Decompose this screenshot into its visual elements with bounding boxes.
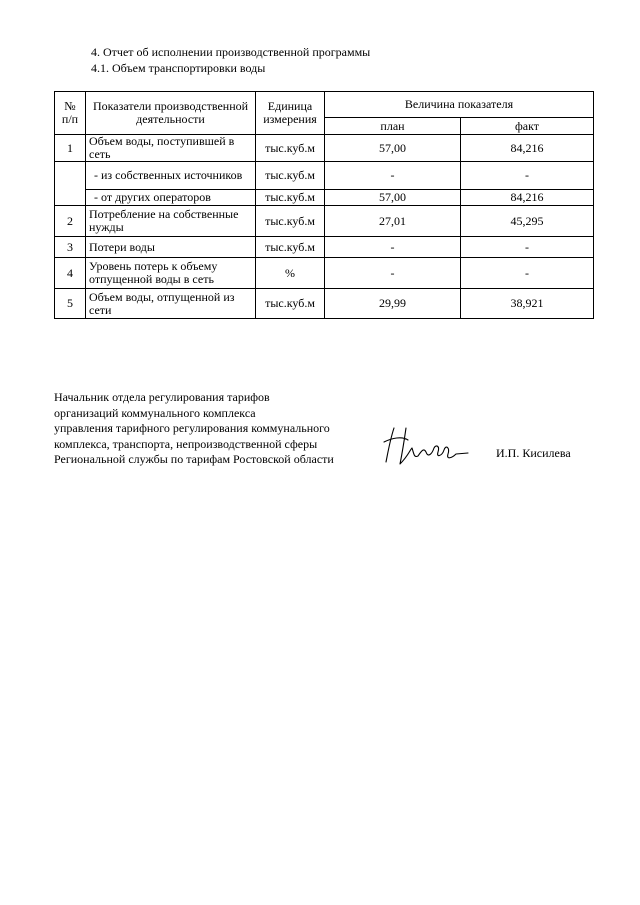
row-fact: 84,216: [461, 135, 594, 162]
row-fact: -: [461, 258, 594, 289]
table-row: [55, 258, 594, 289]
header-num: № п/п: [55, 92, 86, 135]
row-indicator: Потери воды: [86, 237, 256, 258]
water-transport-table: [54, 91, 594, 319]
header-indicator: Показатели производственной деятельности: [86, 92, 256, 135]
position-line: комплекса, транспорта, непроизводственной сферы: [54, 436, 318, 451]
signatory-position: [54, 390, 334, 468]
row-plan: -: [325, 162, 461, 190]
row-num: 3: [55, 237, 86, 258]
table-header-row: [55, 92, 594, 118]
row-plan: 57,00: [325, 135, 461, 162]
header-plan: план: [325, 118, 461, 135]
header-unit: Единица измерения: [256, 92, 325, 135]
table-row: [55, 206, 594, 237]
row-unit: тыс.куб.м: [256, 135, 325, 162]
signer-name: И.П. Кисилева: [496, 446, 571, 460]
position-line: Начальник отдела регулирования тарифов: [54, 390, 270, 404]
table-row: [55, 135, 594, 162]
row-fact: 45,295: [461, 206, 594, 237]
row-plan: 57,00: [325, 190, 461, 206]
row-num: [55, 162, 86, 206]
row-indicator: Объем воды, отпущенной из сети: [86, 289, 256, 319]
row-fact: 38,921: [461, 289, 594, 319]
row-num: 2: [55, 206, 86, 237]
table-row: [55, 162, 594, 190]
row-plan: -: [325, 258, 461, 289]
row-fact: -: [461, 237, 594, 258]
row-fact: 84,216: [461, 190, 594, 206]
row-num: 5: [55, 289, 86, 319]
row-indicator: Уровень потерь к объему отпущенной воды в сеть: [86, 258, 256, 289]
handwritten-signature: [380, 420, 470, 468]
row-indicator: Объем воды, поступившей в сеть: [86, 135, 256, 162]
section-title: 4. Отчет об исполнении производственной программы: [91, 45, 371, 59]
row-indicator: - от других операторов: [86, 190, 256, 206]
row-indicator: Потребление на собственные нужды: [86, 206, 256, 237]
row-num: 4: [55, 258, 86, 289]
row-fact: -: [461, 162, 594, 190]
header-value: Величина показателя: [325, 92, 594, 118]
row-indicator: - из собственных источников: [86, 162, 256, 190]
row-plan: 27,01: [325, 206, 461, 237]
row-unit: тыс.куб.м: [256, 190, 325, 206]
subsection-title: 4.1. Объем транспортировки воды: [91, 61, 266, 75]
row-unit: %: [256, 258, 325, 289]
report-heading: [91, 44, 370, 76]
table-row: [55, 237, 594, 258]
row-unit: тыс.куб.м: [256, 162, 325, 190]
table-row: [55, 289, 594, 319]
row-num: 1: [55, 135, 86, 162]
row-plan: 29,99: [325, 289, 461, 319]
table-row: [55, 190, 594, 206]
position-line: Региональной службы по тарифам Ростовской области: [54, 452, 334, 466]
row-unit: тыс.куб.м: [256, 206, 325, 237]
position-line: организаций коммунального комплекса: [54, 405, 256, 420]
row-unit: тыс.куб.м: [256, 237, 325, 258]
row-plan: -: [325, 237, 461, 258]
position-line: управления тарифного регулирования коммунального: [54, 421, 330, 435]
header-fact: факт: [461, 118, 594, 135]
row-unit: тыс.куб.м: [256, 289, 325, 319]
